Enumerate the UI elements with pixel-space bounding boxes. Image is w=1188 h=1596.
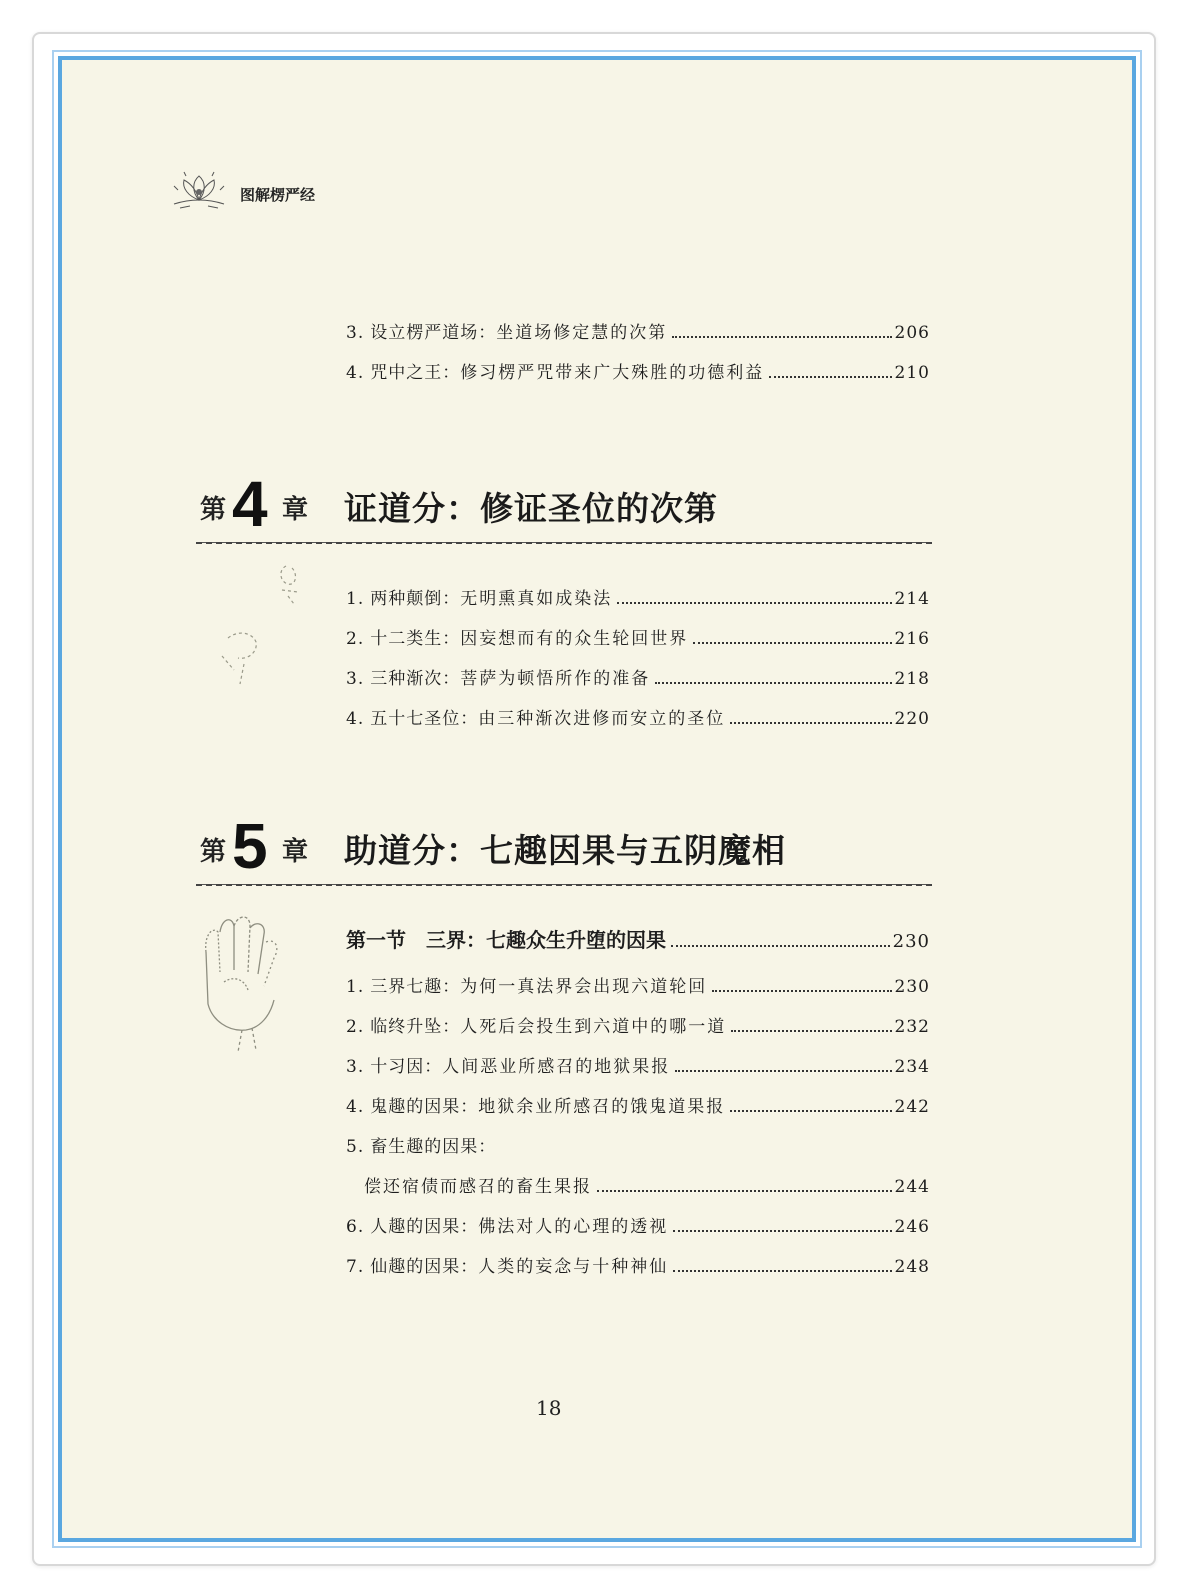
dot-leader [693,642,891,644]
dot-leader [655,682,891,684]
mudra-hand-sketch-icon [194,912,304,1062]
dot-leader [730,722,891,724]
toc-entry: 1. 三界七趣： 为何一真法界会出现六道轮回 230 [346,977,930,997]
toc-entry: 5. 畜生趣的因果： [346,1137,497,1157]
toc-page-number: 230 [892,931,930,952]
toc-page-number: 242 [894,1097,930,1117]
toc-entry-continued: 偿还宿债而感召的畜生果报 244 [364,1177,930,1197]
dot-leader [673,1270,891,1272]
page-number: 18 [536,1396,562,1420]
dot-leader [730,1110,891,1112]
buddha-sketch-icon [208,560,318,700]
dot-leader [671,945,890,947]
toc-page-number: 220 [894,709,930,729]
dot-leader [617,602,891,604]
toc-page-number: 230 [894,977,930,997]
toc-page-number: 232 [894,1017,930,1037]
toc-entry: 6. 人趣的因果： 佛法对人的心理的透视 246 [346,1217,930,1237]
toc-page-number: 206 [894,323,930,343]
chapter-number: 5 [232,810,268,882]
toc-page-number: 218 [894,669,930,689]
chapter-5-heading: 第 5 章 助道分：七趣因果与五阴魔相 [196,806,936,886]
toc-entry: 3. 十习因： 人间恶业所感召的地狱果报 234 [346,1057,930,1077]
chapter-4-heading: 第 4 章 证道分：修证圣位的次第 [196,464,936,544]
dot-leader [731,1030,891,1032]
toc-page-number: 234 [894,1057,930,1077]
book-page [58,56,1136,1542]
toc-section-heading: 第一节 三界：七趣众生升堕的因果 230 [346,928,930,952]
chapter-title: 证道分：修证圣位的次第 [344,489,718,528]
toc-page-number: 214 [894,589,930,609]
toc-entry: 2. 临终升坠： 人死后会投生到六道中的哪一道 232 [346,1017,930,1037]
toc-entry: 2. 十二类生： 因妄想而有的众生轮回世界 216 [346,629,930,649]
toc-entry: 4. 鬼趣的因果： 地狱余业所感召的饿鬼道果报 242 [346,1097,930,1117]
toc-page-number: 210 [894,363,930,383]
chapter-number: 4 [232,468,268,540]
chapter-rule [196,884,932,886]
toc-page-number: 244 [894,1177,930,1197]
dot-leader [672,336,891,338]
dot-leader [712,990,891,992]
toc-entry: 1. 两种颠倒： 无明熏真如成染法 214 [346,589,930,609]
toc-entry: 3. 三种渐次： 菩萨为顿悟所作的准备 218 [346,669,930,689]
chapter-rule [196,542,932,544]
dot-leader [597,1190,892,1192]
toc-entry: 4. 咒中之王： 修习楞严咒带来广大殊胜的功德利益 210 [346,363,930,383]
book-title: 图解楞严经 [240,186,316,204]
lotus-flower-icon [170,170,228,212]
toc-page-number: 248 [894,1257,930,1277]
dot-leader [673,1230,891,1232]
toc-page-number: 216 [894,629,930,649]
toc-entry: 7. 仙趣的因果： 人类的妄念与十种神仙 248 [346,1257,930,1277]
dot-leader [675,1070,891,1072]
toc-page-number: 246 [894,1217,930,1237]
toc-entry: 3. 设立楞严道场： 坐道场修定慧的次第 206 [346,323,930,343]
dot-leader [769,376,891,378]
toc-entry: 4. 五十七圣位： 由三种渐次进修而安立的圣位 220 [346,709,930,729]
chapter-title: 助道分：七趣因果与五阴魔相 [344,831,786,870]
